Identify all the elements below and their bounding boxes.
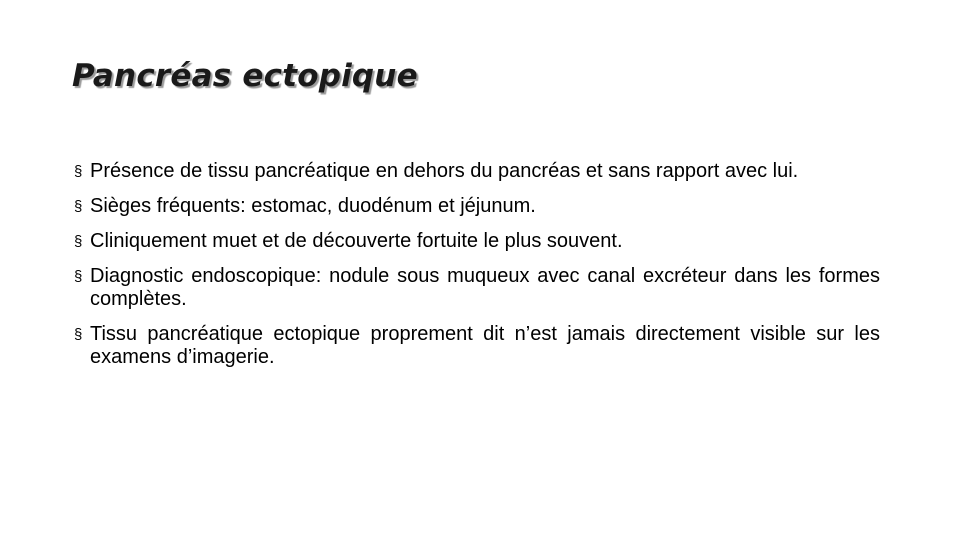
bullet-text: Sièges fréquents: estomac, duodénum et jéjunum. (90, 195, 536, 217)
bullet-item (74, 195, 880, 218)
bullet-text: Cliniquement muet et de découverte fortuite le plus souvent. (90, 230, 623, 252)
bullet-list (74, 160, 880, 381)
bullet-marker: § (74, 233, 83, 250)
slide-title: Pancréas ectopique (72, 58, 418, 94)
bullet-item (74, 230, 880, 253)
bullet-text: Présence de tissu pancréatique en dehors du pancréas et sans rapport avec lui. (90, 160, 799, 182)
bullet-marker: § (74, 163, 83, 180)
bullet-item (74, 265, 880, 311)
bullet-marker: § (74, 268, 83, 285)
bullet-item (74, 160, 880, 183)
bullet-item (74, 323, 880, 369)
bullet-text: Tissu pancréatique ectopique proprement dit n’est jamais directement visible sur les examens d’imagerie. (90, 323, 880, 368)
bullet-marker: § (74, 198, 83, 215)
bullet-marker: § (74, 326, 83, 343)
bullet-text: Diagnostic endoscopique: nodule sous muqueux avec canal excréteur dans les formes complètes. (90, 265, 880, 310)
